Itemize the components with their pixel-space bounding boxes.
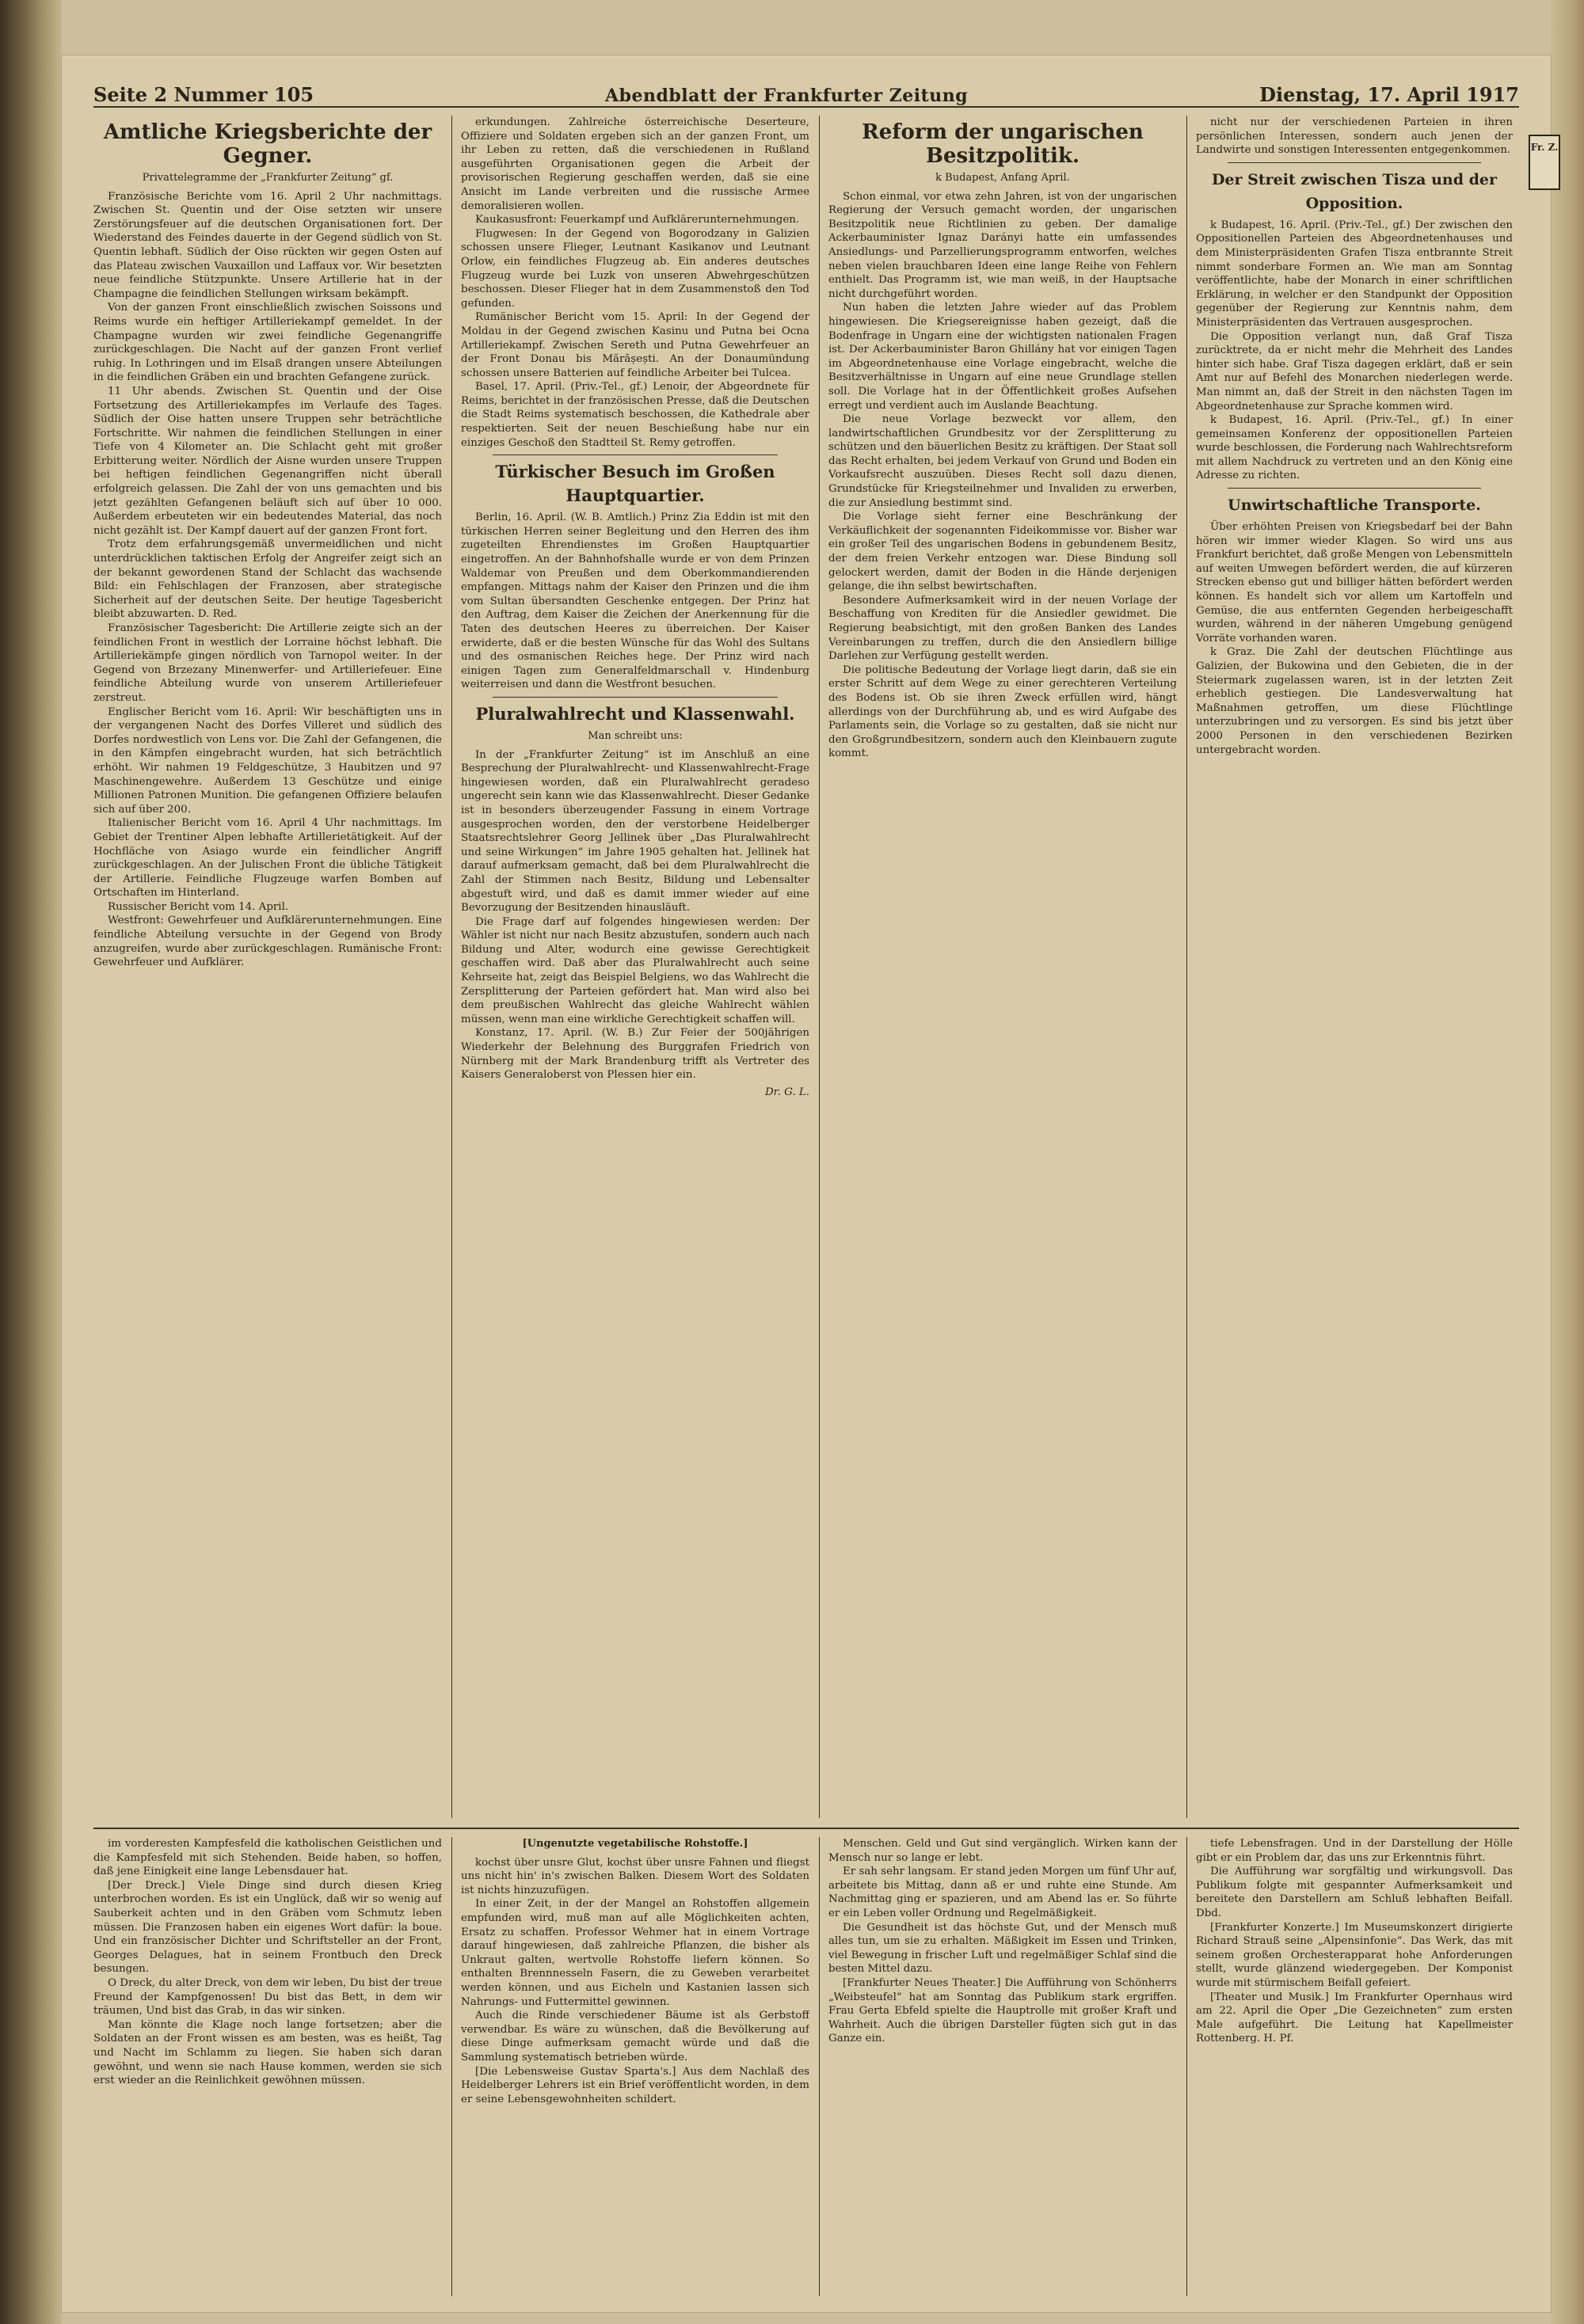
column-rule	[451, 116, 452, 1818]
bottom-column-2	[461, 1837, 809, 2296]
paragraph: [Die Lebensweise Gustav Sparta's.] Aus dem Nachlaß des Heidelberger Lehrers ist ein Brief veröffentlicht worden, in dem er seine Lebensgewohnheiten schildert.	[461, 2065, 809, 2105]
paragraph: im vorderesten Kampfesfeld die katholischen Geistlichen und die Kampfesfeld mit sich Stehenden. Beide haben, so hoffen, daß jene Einigkeit eine lange Lebensdauer hat.	[93, 1838, 442, 1878]
paragraph: k Budapest, 16. April. (Priv.-Tel., gf.) Der zwischen den Oppositionellen Parteien des Abgeordnetenhauses und dem Ministerpräsidenten Grafen Tisza entbrannte Streit nimmt sonderbare Formen an. Wie man am Sonntag veröffentlichte, habe der Monarch in einer schriftlichen Erklärung, in welcher er den Standpunkt der Opposition gegenüber der Regierung zur Kenntnis nahm, dem Ministerpräsidenten das Vertrauen ausgesprochen.	[1196, 219, 1513, 329]
feuilleton-body	[828, 1837, 1177, 2046]
paragraph: Englischer Bericht vom 16. April: Wir beschäftigten uns in der vergangenen Nacht des Dorfes Villeret und südlich des Dorfes nordwestlich von Lens vor. Die Zahl der Gefangenen, die in den Kämpfen eingebracht wurden, hat sich beträchtlich erhöht. Wir nahmen 19 Feldgeschütze, 3 Haubitzen und 97 Maschinengewehre. Außerdem 13 Geschütze und einige Millionen Patronen Munition. Die gefangenen Offiziere belaufen sich auf über 200.	[93, 706, 442, 816]
paragraph: Berlin, 16. April. (W. B. Amtlich.) Prinz Zia Eddin ist mit den türkischen Herren seiner Begleitung und den Herren des ihm zugeteilten Ehrendienstes im Großen Hauptquartier eingetroffen. An der Bahnhofshalle wurde er von dem Prinzen Waldemar von Preußen und dem Oberkommandierenden empfangen. Mittags nahm der Kaiser den Prinzen und die ihm vom Sultan übersandten Geschenke entgegen. Der Prinz hat den Auftrag, dem Kaiser die Zeichen der Anerkennung für die Taten des deutschen Heeres zu überreichen. Der Kaiser erwiderte, daß er die besten Wünsche für das Wohl des Sultans und des osmanischen Reiches hege. Der Prinz wird nach einigen Tagen zum Generalfeldmarschall v. Hindenburg weiterreisen und dann die Westfront besuchen.	[461, 512, 809, 691]
article-title-kriegsberichte: Amtliche Kriegsberichte der Gegner.	[103, 120, 432, 168]
paragraph: tiefe Lebensfragen. Und in der Darstellung der Hölle gibt er ein Problem dar, das uns zur Erkenntnis führt.	[1196, 1838, 1513, 1864]
article-title-pluralwahlrecht: Pluralwahlrecht und Klassenwahl.	[475, 703, 795, 724]
article-subtitle: Privattelegramme der „Frankfurter Zeitung“ gf.	[142, 172, 394, 184]
paragraph: Französischer Tagesbericht: Die Artillerie zeigte sich an der feindlichen Front in westlich der Lorraine höchst lebhaft. Die Artilleriekämpfe gingen nördlich von Tarnopol weiter. In der Gegend von Brzezany Minenwerfer- und Artilleriefeuer. Eine feindliche Abteilung wurde von unserem Artilleriefeuer zerstreut.	[93, 622, 442, 704]
paragraph: k Graz. Die Zahl der deutschen Flüchtlinge aus Galizien, der Bukowina und den Gebieten, die in der Steiermark zugelassen waren, ist in der letzten Zeit erheblich gestiegen. Die Landesverwaltung hat Maßnahmen getroffen, um diese Flüchtlinge unterzubringen und zu versorgen. Es sind bis jetzt über 2000 Personen in den verschiedenen Bezirken untergebracht worden.	[1196, 646, 1513, 756]
corner-tab-mark: Fr. Z.	[1529, 135, 1560, 190]
paragraph: [Frankfurter Konzerte.] Im Museumskonzert dirigierte Richard Strauß seine „Alpensinfonie“. Das Werk, das mit seinem großen Orchesterapparat hohe Anforderungen stellt, wurde glänzend wiedergegeben. Der Komponist wurde mit stürmischem Beifall gefeiert.	[1196, 1921, 1513, 1989]
paragraph: Die Frage darf auf folgendes hingewiesen werden: Der Wähler ist nicht nur nach Besitz abzustufen, sondern auch nach Bildung und Alter, wodurch eine gewisse Gerechtigkeit geschaffen wird. Daß aber das Pluralwahlrecht auch seine Kehrseite hat, zeigt das Beispiel Belgiens, wo das Wahlrecht die Zersplitterung der Parteien gefördert hat. Man wird also bei dem preußischen Wahlrecht das gleiche Wahlrecht wählen müssen, wenn man eine wirkliche Gerechtigkeit schaffen will.	[461, 915, 809, 1025]
column-1	[93, 116, 442, 1818]
article-body	[461, 116, 809, 450]
paragraph: k Budapest, 16. April. (Priv.-Tel., gf.) In einer gemeinsamen Konferenz der oppositionellen Parteien wurde beschlossen, die Forderung nach Wahlrechtsreform mit allem Nachdruck zu vertreten und an den König eine Adresse zu richten.	[1196, 414, 1513, 482]
paragraph: Westfront: Gewehrfeuer und Aufklärerunternehmungen. Eine feindliche Abteilung versuchte in der Gegend von Brody anzugreifen, wurde aber zurückgeschlagen. Rumänische Front: Gewehrfeuer und Aufklärer.	[93, 915, 442, 969]
paragraph: In der „Frankfurter Zeitung“ ist im Anschluß an eine Besprechung der Pluralwahlrecht- und Klassenwahlrecht-Frage hingewiesen worden, daß ein Pluralwahlrecht geradeso ungerecht sein kann wie das Klassenwahlrecht. Dieser Gedanke ist in besonders überzeugender Fassung in einem Vortrage ausgesprochen worden, den der verstorbene Heidelberger Staatsrechtslehrer Georg Jellinek über „Das Pluralwahlrecht und seine Wirkungen“ im Jahre 1905 gehalten hat. Jellinek hat darauf aufmerksam gemacht, daß bei dem Pluralwahlrecht die Zahl der Stimmen nach Besitz, Bildung und Lebensalter abgestuft wird, und daß es damit immer wieder auf eine Bevorzugung der Besitzenden hinausläuft.	[461, 748, 809, 915]
article-title-tisza-streit: Der Streit zwischen Tisza und der Opposition.	[1211, 170, 1498, 212]
column-3	[828, 116, 1177, 1818]
article-body	[461, 511, 809, 692]
column-rule	[451, 1837, 452, 2296]
paragraph: Rumänischer Bericht vom 15. April: In der Gegend der Moldau in der Gegend zwischen Kasinu und Putna bei Ocna Artilleriekampf. Zwischen Sereth und Putna Gewehrfeuer an der Front Donau bis Mărășești. An der Donaumündung schossen unsere Batterien auf feindliche Arbeiter bei Tulcea.	[461, 311, 809, 379]
bottom-column-3	[828, 1837, 1177, 2296]
page-edge	[1551, 0, 1584, 2324]
paragraph: Die politische Bedeutung der Vorlage liegt darin, daß sie ein erster Schritt auf dem Wege zu einer gerechteren Verteilung des Bodens ist. Ob sie ihren Zweck erfüllen wird, hängt allerdings von der Durchführung ab, und es wird Aufgabe des Parlaments sein, die Vorlage so zu gestalten, daß sie nicht nur den Großgrundbesitzern, sondern auch den Kleinbauern zugute kommt.	[828, 664, 1177, 760]
newspaper-title: Abendblatt der Frankfurter Zeitung	[605, 86, 969, 106]
paragraph: Trotz dem erfahrungsgemäß unvermeidlichen und nicht unterdrücklichen taktischen Erfolg der Angreifer zeigt sich an der bekannt gewordenen Stand der Schlacht das wachsende Bild: ein Fehlschlagen der Franzosen, aber strategische Sicherheit auf der deutschen Seite. Der heutige Tagesbericht bleibt abzuwarten. D. Red.	[93, 538, 442, 621]
paragraph: Kaukasusfront: Feuerkampf und Aufklärerunternehmungen.	[475, 214, 800, 226]
column-4	[1196, 116, 1513, 1818]
paragraph: Über erhöhten Preisen von Kriegsbedarf bei der Bahn hören wir immer wieder Klagen. So wird uns aus Frankfurt berichtet, daß große Mengen von Lebensmitteln auf weiten Umwegen befördert werden, die auf kürzeren Strecken ebenso gut und billiger hätten befördert werden können. Es handelt sich vor allem um Kartoffeln und Gemüse, die aus entfernten Gegenden herbeigeschafft wurden, während in der näheren Umgebung genügend Vorräte vorhanden waren.	[1196, 521, 1513, 645]
masthead	[93, 70, 1519, 108]
divider	[1228, 488, 1481, 489]
paragraph: 11 Uhr abends. Zwischen St. Quentin und der Oise Fortsetzung des Artilleriekampfes im Verlaufe des Tages. Südlich der Oise hatten unsere Truppen sehr beträchtliche Fortschritte. Wir nahmen die feindlichen Stellungen in einer Tiefe von 4 Kilometer an. Die Schlacht geht mit großer Erbitterung weiter. Nördlich der Aisne wurden unsere Truppen bei heftigen feindlichen Gegenangriffen nicht überall erfolgreich gelassen. Die Zahl der von uns gemachten und bis jetzt gezählten Gefangenen beläuft sich auf über 10 000. Außerdem erbeuteten wir ein bedeutendes Material, das noch nicht gezählt ist. Der Kampf dauert auf der ganzen Front fort.	[93, 385, 442, 537]
newspaper-page	[62, 55, 1559, 2312]
paragraph: Auch die Rinde verschiedener Bäume ist als Gerbstoff verwendbar. Es wäre zu wünschen, daß die Bevölkerung auf diese Dinge aufmerksam gemacht würde und daß die Sammlung systematisch betrieben würde.	[461, 2010, 809, 2063]
paragraph: Man könnte die Klage noch lange fortsetzen; aber die Soldaten an der Front wissen es am besten, was es heißt, Tag und Nacht im Schlamm zu liegen. Sie haben sich daran gewöhnt, und wenn sie nach Hause kommen, werden sie sich erst wieder an die Reinlichkeit gewöhnen müssen.	[93, 2018, 442, 2087]
author-signature: Dr. G. L.	[764, 1086, 809, 1098]
article-body	[1196, 116, 1513, 158]
article-body	[93, 190, 442, 970]
paragraph: Nun haben die letzten Jahre wieder auf das Problem hingewiesen. Die Kriegsereignisse haben gezeigt, daß die Bodenfrage in Ungarn eine der wichtigsten nationalen Fragen ist. Der Ackerbauminister Baron Ghillány hat vor einigen Tagen im Abgeordnetenhause eine Vorlage eingebracht, welche die Besitzverhältnisse in Ungarn auf eine neue Grundlage stellen soll. Die Vorlage hat in der Öffentlichkeit großes Aufsehen erregt und verdient auch im Auslande Beachtung.	[828, 302, 1177, 412]
column-2	[461, 116, 809, 1818]
paragraph: Die Vorlage sieht ferner eine Beschränkung der Verkäuflichkeit der sogenannten Fideikommisse vor. Bisher war ein großer Teil des ungarischen Bodens in gebundenem Besitz, der dem freien Verkehr entzogen war. Diese Bindung soll gelockert werden, damit der Boden in die Hände derjenigen gelange, die ihn selbst bewirtschaften.	[828, 511, 1177, 593]
feuilleton-body	[461, 1856, 809, 2107]
paragraph: Besondere Aufmerksamkeit wird in der neuen Vorlage der Beschaffung von Krediten für die Ansiedler gewidmet. Die Regierung beabsichtigt, mit den großen Banken des Landes Vereinbarungen zu treffen, durch die den Ansiedlern billige Darlehen zur Verfügung gestellt werden.	[828, 594, 1177, 663]
paragraph: Er sah sehr langsam. Er stand jeden Morgen um fünf Uhr auf, arbeitete bis Mittag, dann aß er und ruhte eine Stunde. Am Nachmittag ging er spazieren, und am Abend las er. So führte er ein Leben voller Ordnung und Regelmäßigkeit.	[828, 1866, 1177, 1919]
article-title-tuerkischer-besuch: Türkischer Besuch im Großen Hauptquartier.	[495, 462, 775, 506]
paragraph: Flugwesen: In der Gegend von Bogorodzany in Galizien schossen unsere Flieger, Leutnant Kasikanov und Leutnant Orlow, ein feindliches Flugzeug ab. Ein anderes deutsches Flugzeug wurde bei Luzk von unseren Abwehrgeschützen beschossen. Dieser Flieger hat in dem Zusammenstoß den Tod gefunden.	[461, 227, 809, 310]
feuilleton-rule	[93, 1828, 1519, 1829]
article-title-ungarische-besitzpolitik: Reform der ungarischen Besitzpolitik.	[862, 120, 1144, 168]
article-body	[1196, 219, 1513, 483]
issue-date: Dienstag, 17. April 1917	[1259, 83, 1519, 106]
book-binding	[0, 0, 62, 2324]
paragraph: kochst über unsre Glut, kochst über unsre Fahnen und fliegst uns nicht hin' in's zwischen Balken. Diesem Wort des Soldaten ist nichts hinzuzufügen.	[461, 1856, 809, 1896]
page-number: Seite 2 Nummer 105	[93, 83, 314, 106]
paragraph: Französische Berichte vom 16. April 2 Uhr nachmittags. Zwischen St. Quentin und der Oise setzten wir unsere Zerstörungsfeuer auf die deutschen Organisationen fort. Der Wiederstand des Feindes dauerte in der Gegend südlich von St. Quentin lebhaft. Südlich der Oise rückten wir gegen Osten auf das Plateau zwischen Vauxaillon und Laffaux vor. Wir besetzten neue feindliche Stützpunkte. Unsere Artillerie hat in der Champagne die feindlichen Stellungen wirksam bekämpft.	[93, 190, 442, 300]
paragraph: Die Aufführung war sorgfältig und wirkungsvoll. Das Publikum folgte mit gespannter Aufmerksamkeit und bereitete den Darstellern am Schluß lebhaften Beifall. Dbd.	[1196, 1866, 1513, 1919]
bottom-column-4	[1196, 1837, 1513, 2296]
paragraph: Russischer Bericht vom 14. April.	[108, 900, 289, 913]
feuilleton-heading: [Ungenutzte vegetabilische Rohstoffe.]	[522, 1838, 748, 1850]
paragraph: Konstanz, 17. April. (W. B.) Zur Feier der 500jährigen Wiederkehr der Belehnung des Burggrafen Friedrich von Nürnberg mit der Mark Brandenburg trifft als Vertreter des Kaisers Generaloberst von Plessen hier ein.	[461, 1027, 809, 1082]
paragraph: Die neue Vorlage bezweckt vor allem, den landwirtschaftlichen Grundbesitz vor der Zersplitterung zu schützen und den bäuerlichen Besitz zu kräftigen. Der Staat soll das Recht erhalten, bei jedem Verkauf von Grund und Boden ein Vorkaufsrecht auszuüben. Dieses Recht soll dazu dienen, Grundstücke für Kriegsteilnehmer und Invaliden zu erwerben, die zur Ansiedlung bestimmt sind.	[828, 413, 1177, 509]
paragraph: In einer Zeit, in der der Mangel an Rohstoffen allgemein empfunden wird, muß man auf alle Möglichkeiten achten, Ersatz zu schaffen. Professor Wehmer hat in einem Vortrage darauf hingewiesen, daß zahlreiche Pflanzen, die bisher als Unkraut galten, wertvolle Rohstoffe liefern können. So enthalten Brennnesseln Fasern, die zu Geweben verarbeitet werden können, und aus Eicheln und Kastanien lassen sich Nahrungs- und Futtermittel gewinnen.	[461, 1898, 809, 2008]
paragraph: [Theater und Musik.] Im Frankfurter Opernhaus wird am 22. April die Oper „Die Gezeichneten“ zum ersten Male aufgeführt. Die Leitung hat Kapellmeister Rottenberg. H. Pf.	[1196, 1991, 1513, 2045]
feuilleton-body	[93, 1837, 442, 2088]
column-rule	[1186, 1837, 1187, 2296]
paragraph: [Der Dreck.] Viele Dinge sind durch diesen Krieg unterbrochen worden. Es ist ein Unglück, daß wir so wenig auf Sauberkeit achten und in den Gräben vom Schmutz leben müssen. Die Franzosen haben ein eigenes Wort dafür: la boue. Und ein französischer Dichter und Schriftsteller an der Front, Georges Delagues, hat in seinem Frontbuch den Dreck besungen.	[93, 1879, 442, 1976]
article-body	[461, 748, 809, 1082]
divider	[1228, 162, 1481, 163]
column-rule	[1186, 116, 1187, 1818]
article-title-transporte: Unwirtschaftliche Transporte.	[1228, 496, 1481, 515]
paragraph: erkundungen. Zahlreiche österreichische Deserteure, Offiziere und Soldaten ergeben sich an der ganzen Front, um ihr Leben zu retten, daß die verschiedenen in Rußland ausgeführten Organisationen gegen die Arbeit der provisorischen Regierung geschaffen werden, daß sie eine Ansicht im Lande verbreiten und die russische Armee demoralisieren wollen.	[461, 116, 809, 212]
paragraph: Basel, 17. April. (Priv.-Tel., gf.) Lenoir, der Abgeordnete für Reims, berichtet in der französischen Presse, daß die Deutschen die Stadt Reims systematisch beschossen, die Kathedrale aber respektierten. Seit der neuen Beschießung habe nur ein einziges Geschoß den Stadtteil St. Remy getroffen.	[461, 381, 809, 449]
paragraph: Die Opposition verlangt nun, daß Graf Tisza zurücktrete, da er nicht mehr die Mehrheit des Landes hinter sich habe. Graf Tisza dagegen erklärt, daß er sein Amt nur auf Befehl des Monarchen niederlegen werde. Man nimmt an, daß der Streit in den nächsten Tagen im Abgeordnetenhause zur Sprache kommen wird.	[1196, 330, 1513, 413]
paragraph: Von der ganzen Front einschließlich zwischen Soissons und Reims wurde ein heftiger Artilleriekampf gemeldet. In der Champagne wurden wir zwei feindliche Gegenangriffe zurückgeschlagen. Die Nacht auf der ganzen Front verlief ruhig. In Lothringen und im Elsaß drangen unsere Abteilungen in die feindlichen Gräben ein und brachten Gefangene zurück.	[93, 302, 442, 384]
feuilleton-body	[1196, 1837, 1513, 2046]
bottom-column-1	[93, 1837, 442, 2296]
paragraph: [Frankfurter Neues Theater.] Die Aufführung von Schönherrs „Weibsteufel“ hat am Sonntag das Publikum stark ergriffen. Frau Gerta Ebfeld spielte die Hauptrolle mit großer Kraft und Wahrheit. Auch die übrigen Darsteller fügten sich gut in das Ganze ein.	[828, 1976, 1177, 2045]
divider	[493, 697, 778, 698]
paragraph: Menschen. Geld und Gut sind vergänglich. Wirken kann der Mensch nur so lange er lebt.	[828, 1838, 1177, 1864]
article-byline: Man schreibt uns:	[588, 729, 683, 742]
column-rule	[819, 1837, 820, 2296]
article-body	[828, 190, 1177, 761]
paragraph: O Dreck, du alter Dreck, von dem wir leben, Du bist der treue Freund der Kampfgenossen! Du bist das Bett, in dem wir träumen, Und bist das Grab, in das wir sinken.	[93, 1976, 442, 2018]
paragraph: Italienischer Bericht vom 16. April 4 Uhr nachmittags. Im Gebiet der Trentiner Alpen lebhafte Artillerietätigkeit. Auf der Hochfläche von Asiago wurde ein feindlicher Angriff zurückgeschlagen. An der Julischen Front die übliche Tätigkeit der Artillerie. Feindliche Flugzeuge warfen Bomben auf Ortschaften im Hinterland.	[93, 817, 442, 900]
paragraph: Schon einmal, vor etwa zehn Jahren, ist von der ungarischen Regierung der Versuch gemacht worden, der ungarischen Besitzpolitik neue Richtlinien zu geben. Der damalige Ackerbauminister Ignaz Darányi hatte ein umfassendes Ansiedlungs- und Parzellierungsprogramm entworfen, welches neben vielen brauchbaren Ideen eine lange Reihe von Fehlern enthielt. Das Programm ist, wie man weiß, in der Hauptsache nicht durchgeführt worden.	[828, 190, 1177, 300]
article-dateline: k Budapest, Anfang April.	[935, 172, 1070, 184]
column-rule	[819, 116, 820, 1818]
article-body	[1196, 520, 1513, 757]
paragraph: Die Gesundheit ist das höchste Gut, und der Mensch muß alles tun, um sie zu erhalten. Mäßigkeit im Essen und Trinken, viel Bewegung in frischer Luft und regelmäßiger Schlaf sind die besten Mittel dazu.	[828, 1921, 1177, 1976]
paragraph: nicht nur der verschiedenen Parteien in ihren persönlichen Interessen, sondern auch jenen der Landwirte und sonstigen Interessenten entgegenkommen.	[1196, 116, 1513, 157]
